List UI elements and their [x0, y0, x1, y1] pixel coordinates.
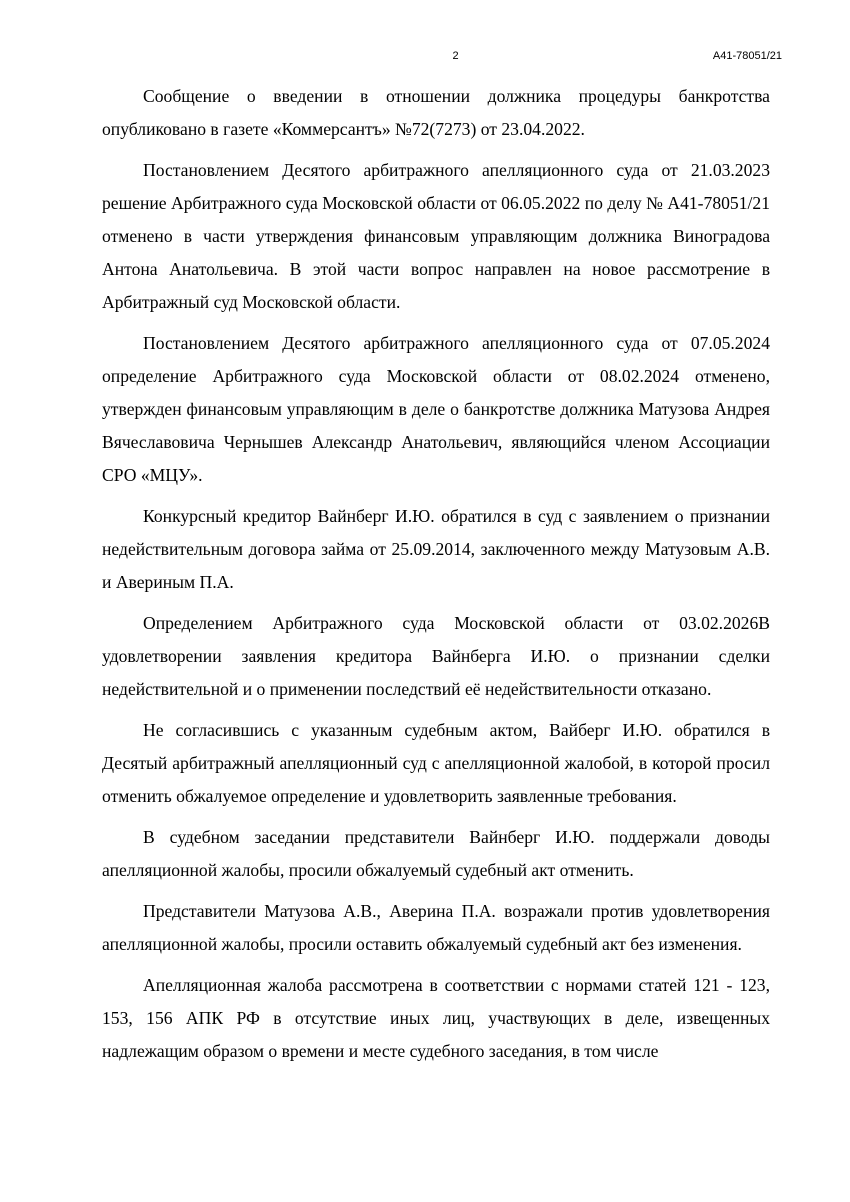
document-body — [102, 80, 770, 1076]
paragraph-appeal-filed: Не согласившись с указанным судебным актом, Вайберг И.Ю. обратился в Десятый арбитражный апелляционный суд с апелляционной жалобой, в которой просил отменить обжалуемое определение и удовлетворить заявленные требования. — [102, 720, 770, 806]
paragraph-appeal-ruling-2024: Постановлением Десятого арбитражного апелляционного суда от 07.05.2024 определение Арбитражного суда Московской области от 08.02.2024 отменено, утвержден финансовым управляющим в деле о банкротстве должника Матузова Андрея Вячеславовича Чернышев Александр Анатольевич, являющийся членом Ассоциации СРО «МЦУ». — [102, 333, 770, 485]
page-header — [102, 50, 782, 66]
paragraph-creditor-claim: Конкурсный кредитор Вайнберг И.Ю. обратился в суд с заявлением о признании недействительным договора займа от 25.09.2014, заключенного между Матузовым А.В. и Авериным П.А. — [102, 506, 770, 592]
paragraph-appeal-ruling-2023: Постановлением Десятого арбитражного апелляционного суда от 21.03.2023 решение Арбитражного суда Московской области от 06.05.2022 по делу № А41-78051/21 отменено в части утверждения финансовым управляющим должника Виноградова Антона Анатольевича. В этой части вопрос направлен на новое рассмотрение в Арбитражный суд Московской области. — [102, 160, 770, 312]
paragraph-court-decision: Определением Арбитражного суда Московской области от 03.02.2026В удовлетворении заявления кредитора Вайнберга И.Ю. о признании сделки недействительной и о применении последствий её недействительности отказано. — [102, 613, 770, 699]
page-number: 2 — [452, 50, 459, 62]
paragraph-hearing-support: В судебном заседании представители Вайнберг И.Ю. поддержали доводы апелляционной жалобы, просили обжалуемый судебный акт отменить. — [102, 827, 770, 880]
paragraph-appeal-consideration: Апелляционная жалоба рассмотрена в соответствии с нормами статей 121 - 123, 153, 156 АПК РФ в отсутствие иных лиц, участвующих в деле, извещенных надлежащим образом о времени и месте судебного заседания, в том числе — [102, 975, 770, 1061]
case-number: А41-78051/21 — [712, 50, 782, 62]
paragraph-hearing-objection: Представители Матузова А.В., Аверина П.А. возражали против удовлетворения апелляционной жалобы, просили оставить обжалуемый судебный акт без изменения. — [102, 901, 770, 954]
paragraph-publication: Сообщение о введении в отношении должника процедуры банкротства опубликовано в газете «Коммерсантъ» №72(7273) от 23.04.2022. — [102, 86, 770, 139]
